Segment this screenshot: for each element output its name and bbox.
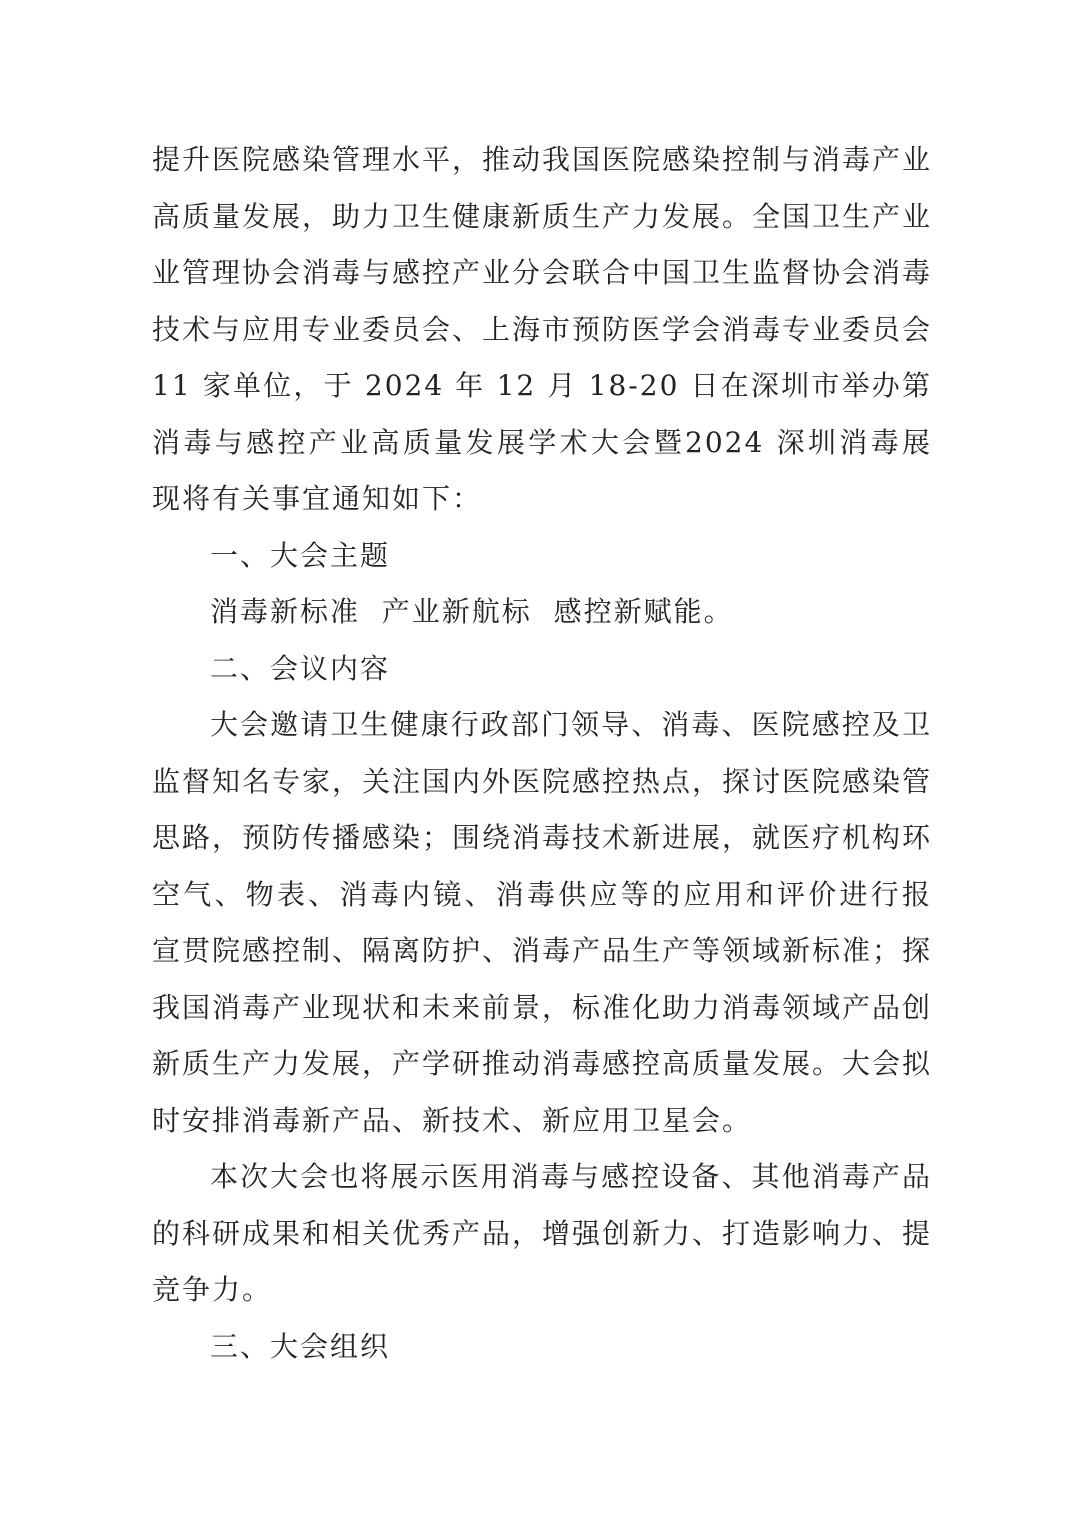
content-paragraph-2 [152,1149,932,1319]
section-heading-theme: 一、大会主题 [210,538,391,572]
text-line: 现将有关事宜通知如下： [152,482,483,515]
text-line: 11 家单位，于 2024 年 12 月 18-20 日在深圳市举办第 [152,369,932,402]
document-page [152,132,932,1375]
text-line: 监督知名专家，关注国内外医院感控热点，探讨医院感染管 [152,764,932,798]
intro-paragraph [152,132,932,528]
theme-text: 消毒新标准 产业新航标 感控新赋能。 [210,595,734,628]
text-line: 技术与应用专业委员会、上海市预防医学会消毒专业委员会 [152,312,932,346]
text-line: 我国消毒产业现状和未来前景，标准化助力消毒领域产品创 [152,990,932,1024]
text-line: 业管理协会消毒与感控产业分会联合中国卫生监督协会消毒 [152,256,932,289]
text-line: 消毒与感控产业高质量发展学术大会暨2024 深圳消毒展 [152,425,932,459]
section-heading-organization: 三、大会组织 [210,1329,391,1363]
text-line: 时安排消毒新产品、新技术、新应用卫星会。 [152,1103,753,1137]
content-paragraph-1 [152,697,932,1149]
text-line: 新质生产力发展，产学研推动消毒感控高质量发展。大会拟 [152,1047,932,1080]
text-line: 高质量发展，助力卫生健康新质生产力发展。全国卫生产业 [152,199,932,233]
text-line: 提升医院感染管理水平，推动我国医院感染控制与消毒产业 [152,143,932,176]
text-line: 思路，预防传播感染；围绕消毒技术新进展，就医疗机构环 [152,821,932,854]
text-line: 大会邀请卫生健康行政部门领导、消毒、医院感控及卫 [210,708,932,741]
text-line: 本次大会也将展示医用消毒与感控设备、其他消毒产品 [210,1160,932,1193]
text-line: 空气、物表、消毒内镜、消毒供应等的应用和评价进行报 [152,877,932,911]
section-heading-content: 二、会议内容 [210,651,391,685]
text-line: 宣贯院感控制、隔离防护、消毒产品生产等领域新标准；探 [152,934,932,967]
text-line: 竞争力。 [152,1273,273,1306]
text-line: 的科研成果和相关优秀产品，增强创新力、打造影响力、提 [152,1216,932,1250]
